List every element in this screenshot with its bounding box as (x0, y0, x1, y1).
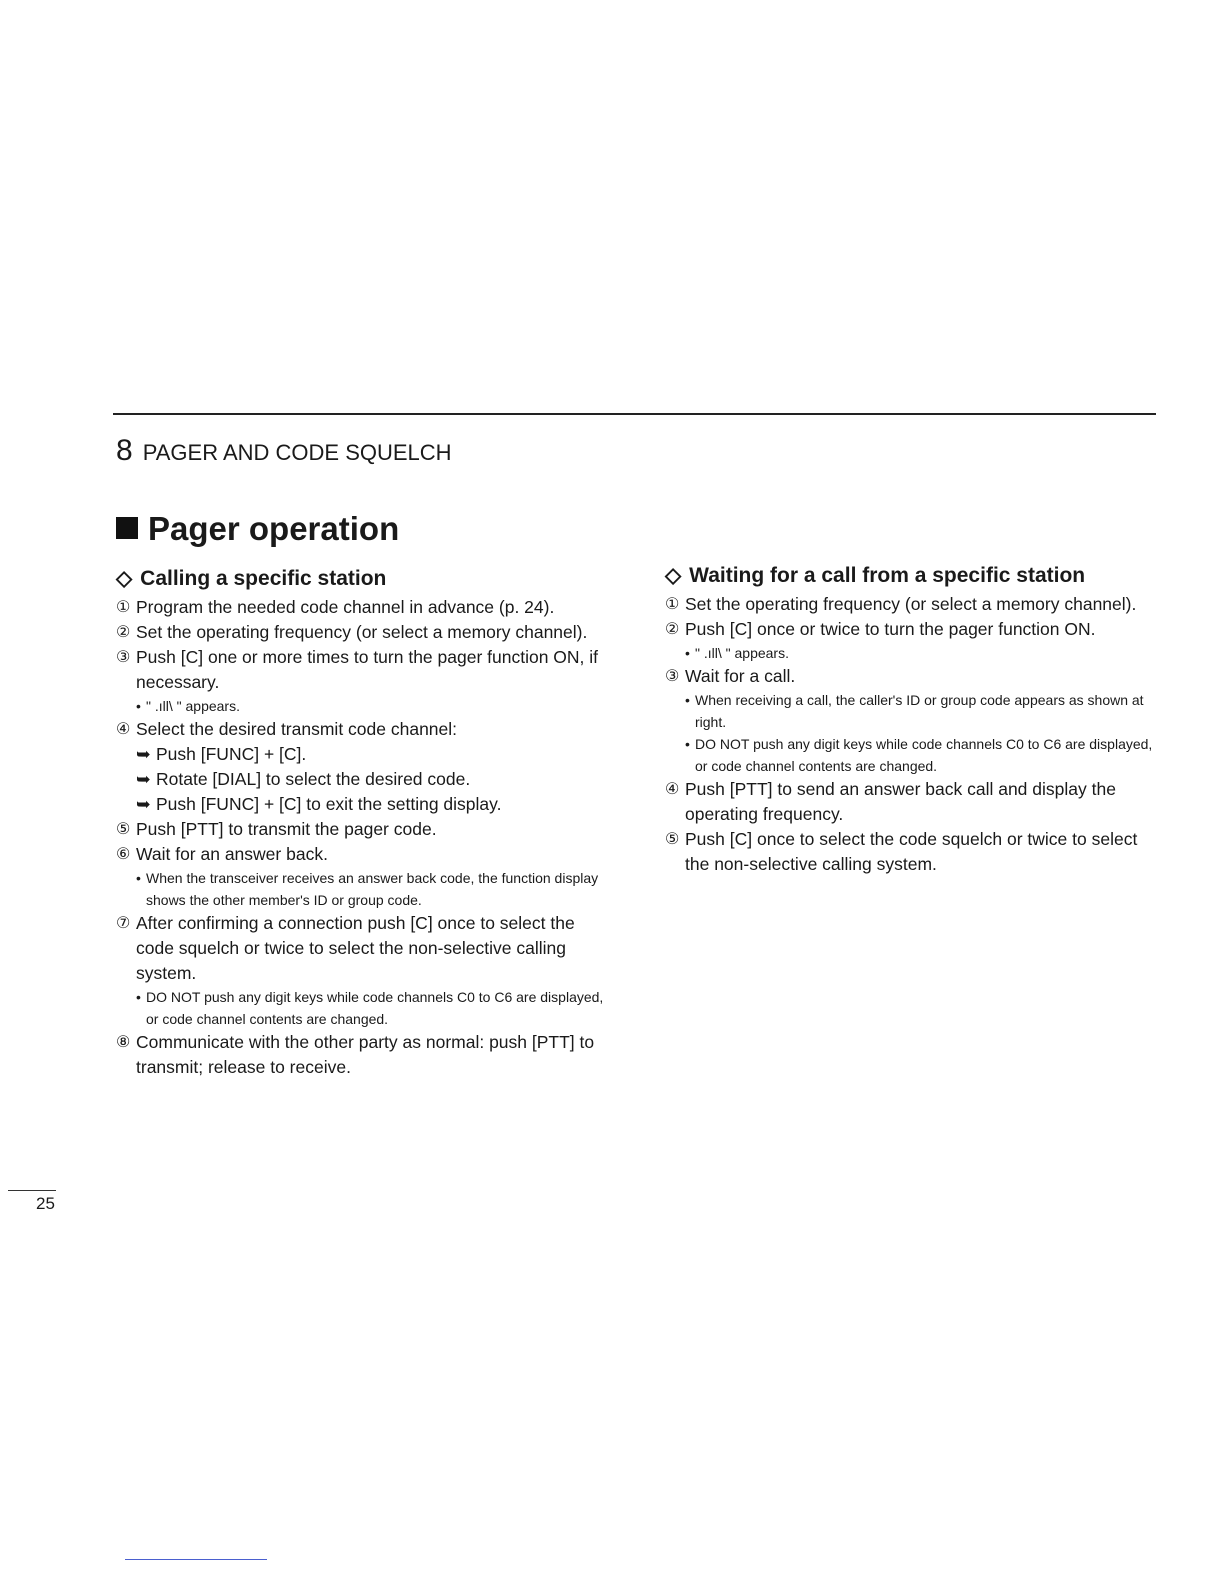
note-text: " .ıll\ " appears. (695, 645, 789, 661)
left-subheading (116, 566, 616, 591)
note-text: DO NOT push any digit keys while code channels C0 to C6 are displayed, or code channel contents are changed. (146, 989, 604, 1027)
right-step-5 (665, 827, 1160, 877)
diamond-icon: ◇ (665, 564, 682, 587)
left-step-7 (116, 911, 616, 986)
left-step-4 (116, 717, 616, 742)
note-text: When the transceiver receives an answer back code, the function display shows the other member's ID or group code. (146, 870, 599, 908)
step-text: Wait for a call. (685, 666, 796, 686)
bullet-icon: • (685, 645, 690, 661)
left-step-3-note (136, 695, 616, 717)
left-subheading-text: Calling a specific station (140, 567, 387, 590)
left-step-4-arrow-1 (116, 742, 616, 767)
bullet-icon: • (136, 698, 141, 714)
step-text: Set the operating frequency (or select a memory channel). (136, 622, 588, 642)
step-marker: ⑤ (116, 821, 131, 838)
step-marker: ① (665, 596, 680, 613)
bullet-icon: • (685, 736, 690, 752)
step-marker: ④ (665, 781, 680, 798)
step-marker: ⑥ (116, 846, 131, 863)
right-subheading-text: Waiting for a call from a specific station (689, 564, 1086, 587)
step-marker: ⑦ (116, 915, 131, 932)
left-step-7-note (136, 986, 616, 1030)
step-text: Select the desired transmit code channel: (136, 719, 458, 739)
step-text: Push [PTT] to transmit the pager code. (136, 819, 437, 839)
left-step-4-arrow-3 (116, 792, 616, 817)
left-step-6-note (136, 867, 616, 911)
step-text: Push [C] once or twice to turn the pager function ON. (685, 619, 1096, 639)
step-marker: ① (116, 599, 131, 616)
step-marker: ② (665, 621, 680, 638)
chapter-number: 8 (116, 434, 133, 467)
arrow-text: Rotate [DIAL] to select the desired code. (156, 769, 471, 789)
step-text: Communicate with the other party as normal: push [PTT] to transmit; release to receive. (136, 1032, 595, 1077)
right-step-4 (665, 777, 1160, 827)
step-marker: ② (116, 624, 131, 641)
arrow-text: Push [FUNC] + [C]. (156, 744, 307, 764)
step-marker: ④ (116, 721, 131, 738)
right-step-2-note (685, 642, 1160, 664)
arrow-text: Push [FUNC] + [C] to exit the setting display. (156, 794, 502, 814)
arrow-icon: ➥ (136, 794, 151, 814)
right-step-2 (665, 617, 1160, 642)
step-marker: ⑤ (665, 831, 680, 848)
page-number: 25 (36, 1194, 55, 1213)
left-step-6 (116, 842, 616, 867)
note-text: When receiving a call, the caller's ID or group code appears as shown at right. (695, 692, 1144, 730)
bullet-icon: • (136, 989, 141, 1005)
step-marker: ⑧ (116, 1034, 131, 1051)
step-text: Wait for an answer back. (136, 844, 328, 864)
right-step-3 (665, 664, 1160, 689)
right-subheading (665, 563, 1160, 588)
step-text: Set the operating frequency (or select a memory channel). (685, 594, 1137, 614)
left-step-5 (116, 817, 616, 842)
page-number-rule (8, 1190, 56, 1191)
bottom-line (125, 1559, 267, 1560)
arrow-icon: ➥ (136, 744, 151, 764)
note-text: DO NOT push any digit keys while code channels C0 to C6 are displayed, or code channel contents are changed. (695, 736, 1153, 774)
left-step-4-arrow-2 (116, 767, 616, 792)
step-text: Push [PTT] to send an answer back call and display the operating frequency. (685, 779, 1116, 824)
diamond-icon: ◇ (116, 567, 133, 590)
left-column (116, 566, 616, 1080)
step-marker: ③ (116, 649, 131, 666)
right-column (665, 563, 1160, 877)
step-text: Program the needed code channel in advance (p. 24). (136, 597, 555, 617)
step-text: After confirming a connection push [C] once to select the code squelch or twice to select the non-selective calling system. (136, 913, 575, 983)
section-title (116, 510, 399, 548)
right-step-3-note-2 (685, 733, 1160, 777)
bullet-icon: • (136, 870, 141, 886)
bullet-icon: • (685, 692, 690, 708)
left-step-3 (116, 645, 616, 695)
step-text: Push [C] once to select the code squelch or twice to select the non-selective calling system. (685, 829, 1138, 874)
step-marker: ③ (665, 668, 680, 685)
section-title-text: Pager operation (148, 510, 400, 547)
arrow-icon: ➥ (136, 769, 151, 789)
right-step-1 (665, 592, 1160, 617)
left-step-8 (116, 1030, 616, 1080)
header-rule (113, 413, 1156, 415)
note-text: " .ıll\ " appears. (146, 698, 240, 714)
chapter-heading (116, 434, 452, 468)
right-step-3-note-1 (685, 689, 1160, 733)
chapter-title: PAGER AND CODE SQUELCH (142, 440, 452, 465)
left-step-1 (116, 595, 616, 620)
step-text: Push [C] one or more times to turn the pager function ON, if necessary. (136, 647, 599, 692)
square-bullet-icon (116, 517, 138, 539)
left-step-2 (116, 620, 616, 645)
